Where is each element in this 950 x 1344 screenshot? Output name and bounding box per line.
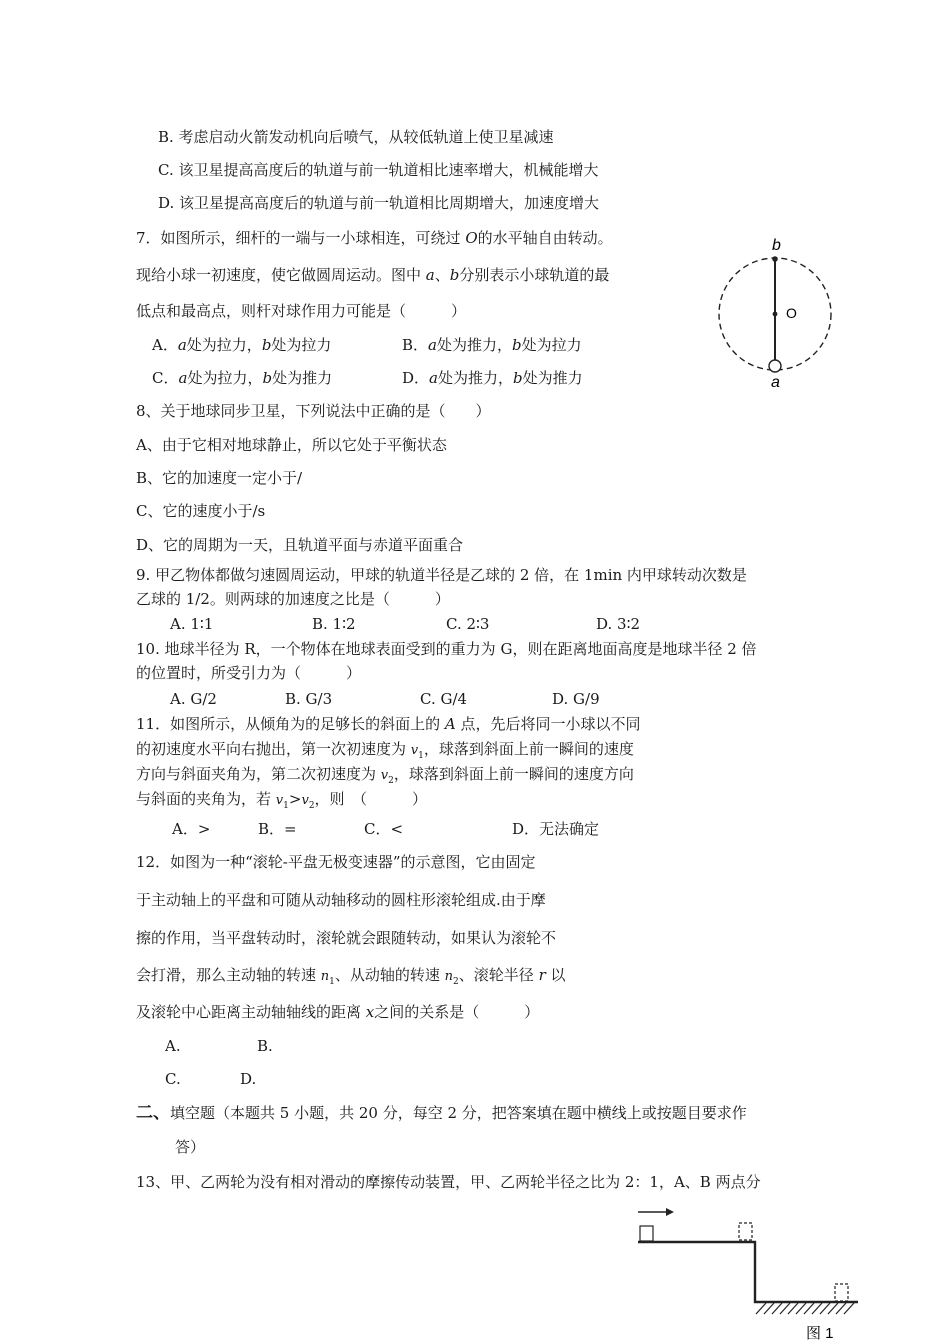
q7-option-b: B．a处为推力，b处为拉力: [402, 336, 582, 354]
q8-option-a: A、由于它相对地球静止，所以它处于平衡状态: [136, 436, 447, 454]
section-2-heading-cont: 答）: [175, 1138, 206, 1156]
q8-stem: 8、关于地球同步卫星，下列说法中正确的是（ ）: [136, 402, 491, 420]
q6-option-c: C. 该卫星提高高度后的轨道与前一轨道相比速率增大，机械能增大: [158, 161, 599, 179]
fig1-block-landed: [835, 1284, 848, 1301]
q9-option-b: B. 1∶2: [312, 615, 356, 633]
q12-stem-line4: 会打滑，那么主动轴的转速 $n_1$、从动轴的转速 $n_2$、滚轮半径 r 以: [136, 966, 566, 987]
q12-option-c: C.: [165, 1070, 181, 1088]
q11-option-d: D．无法确定: [512, 820, 600, 838]
q11-option-b: B．=: [258, 820, 297, 838]
q11-stem-line3: 方向与斜面夹角为，第二次初速度为 $v_2$，球落到斜面上前一瞬间的速度方向: [136, 765, 634, 786]
q12-stem-line2: 于主动轴上的平盘和可随从动轴移动的圆柱形滚轮组成.由于摩: [136, 891, 546, 909]
q12-option-d: D.: [240, 1070, 257, 1088]
q10-option-b: B. G/3: [285, 690, 333, 708]
fig1-caption: 图 1: [806, 1325, 834, 1342]
q11-stem-line1: 11．如图所示，从倾角为的足够长的斜面上的 A 点，先后将同一小球以不同: [136, 715, 641, 733]
q11-option-a: A．>: [172, 820, 211, 838]
q10-option-a: A. G/2: [170, 690, 217, 708]
q6-option-b: B. 考虑启动火箭发动机向后喷气，从较低轨道上使卫星减速: [158, 128, 554, 146]
fig1-platform-outline: [638, 1242, 858, 1302]
q8-option-c: C、它的速度小于/s: [136, 502, 266, 520]
q7-point-b: [772, 256, 778, 262]
q7-ball: [769, 360, 781, 372]
q9-stem-line2: 乙球的 1/2。则两球的加速度之比是（ ）: [136, 590, 450, 608]
q7-pivot-o: [773, 312, 778, 317]
q7-option-c: C．a处为拉力，b处为推力: [152, 369, 333, 387]
q10-option-d: D. G/9: [552, 690, 600, 708]
q11-option-c: C．<: [364, 820, 404, 838]
q10-stem-line2: 的位置时，所受引力为（ ）: [136, 664, 362, 682]
q10-option-c: C. G/4: [420, 690, 468, 708]
q11-stem-line2: 的初速度水平向右抛出，第一次初速度为 $v_1$，球落到斜面上前一瞬间的速度: [136, 740, 634, 761]
fig1-arrow-head: [666, 1208, 674, 1216]
q7-option-d: D．a处为推力，b处为推力: [402, 369, 583, 387]
fig1-block-start: [640, 1226, 653, 1241]
section-2-heading: 二、填空题（本题共 5 小题，共 20 分，每空 2 分，把答案填在题中横线上或按题目要求作: [136, 1103, 747, 1123]
q12-option-a: A.: [165, 1037, 181, 1055]
q7-label-b: b: [772, 237, 781, 254]
q10-stem-line1: 10. 地球半径为 R，一个物体在地球表面受到的重力为 G，则在距离地面高度是地球半径 2 倍: [136, 640, 757, 658]
q7-label-o: O: [786, 305, 797, 321]
q9-option-d: D. 3∶2: [596, 615, 641, 633]
q11-stem-line4: 与斜面的夹角为，若 $v_1>v_2$，则 （ ）: [136, 790, 428, 811]
q12-stem-line3: 擦的作用，当平盘转动时，滚轮就会跟随转动，如果认为滚轮不: [136, 929, 557, 947]
q7-stem-line1: 7．如图所示，细杆的一端与一小球相连，可绕过 O的水平轴自由转动。: [136, 229, 613, 247]
q7-circle-figure: [700, 232, 850, 392]
fig1-block-edge: [739, 1223, 752, 1240]
q9-option-a: A. 1∶1: [170, 615, 214, 633]
figure-1: [628, 1202, 868, 1344]
q9-option-c: C. 2∶3: [446, 615, 490, 633]
q12-option-b: B.: [257, 1037, 273, 1055]
q12-stem-line5: 及滚轮中心距离主动轴轴线的距离 x之间的关系是（ ）: [136, 1003, 540, 1021]
q8-option-b: B、它的加速度一定小于/: [136, 469, 303, 487]
q7-stem-line2: 现给小球一初速度，使它做圆周运动。图中 a、b分别表示小球轨道的最: [136, 266, 610, 284]
q8-option-d: D、它的周期为一天，且轨道平面与赤道平面重合: [136, 536, 464, 554]
q6-option-d: D. 该卫星提高高度后的轨道与前一轨道相比周期增大，加速度增大: [158, 194, 600, 212]
fig1-ground-hatch: [756, 1303, 854, 1314]
q9-stem-line1: 9. 甲乙物体都做匀速圆周运动，甲球的轨道半径是乙球的 2 倍，在 1min 内甲球转动次数是: [136, 566, 747, 584]
q12-stem-line1: 12．如图为一种“滚轮-平盘无极变速器”的示意图，它由固定: [136, 853, 536, 871]
q7-label-a: a: [771, 374, 780, 391]
q7-option-a: A．a处为拉力，b处为拉力: [152, 336, 332, 354]
q13-stem-line1: 13、甲、乙两轮为没有相对滑动的摩擦传动装置，甲、乙两轮半径之比为 2：1，A、B 两点分: [136, 1173, 761, 1191]
q7-stem-line3: 低点和最高点，则杆对球作用力可能是（ ）: [136, 302, 467, 320]
